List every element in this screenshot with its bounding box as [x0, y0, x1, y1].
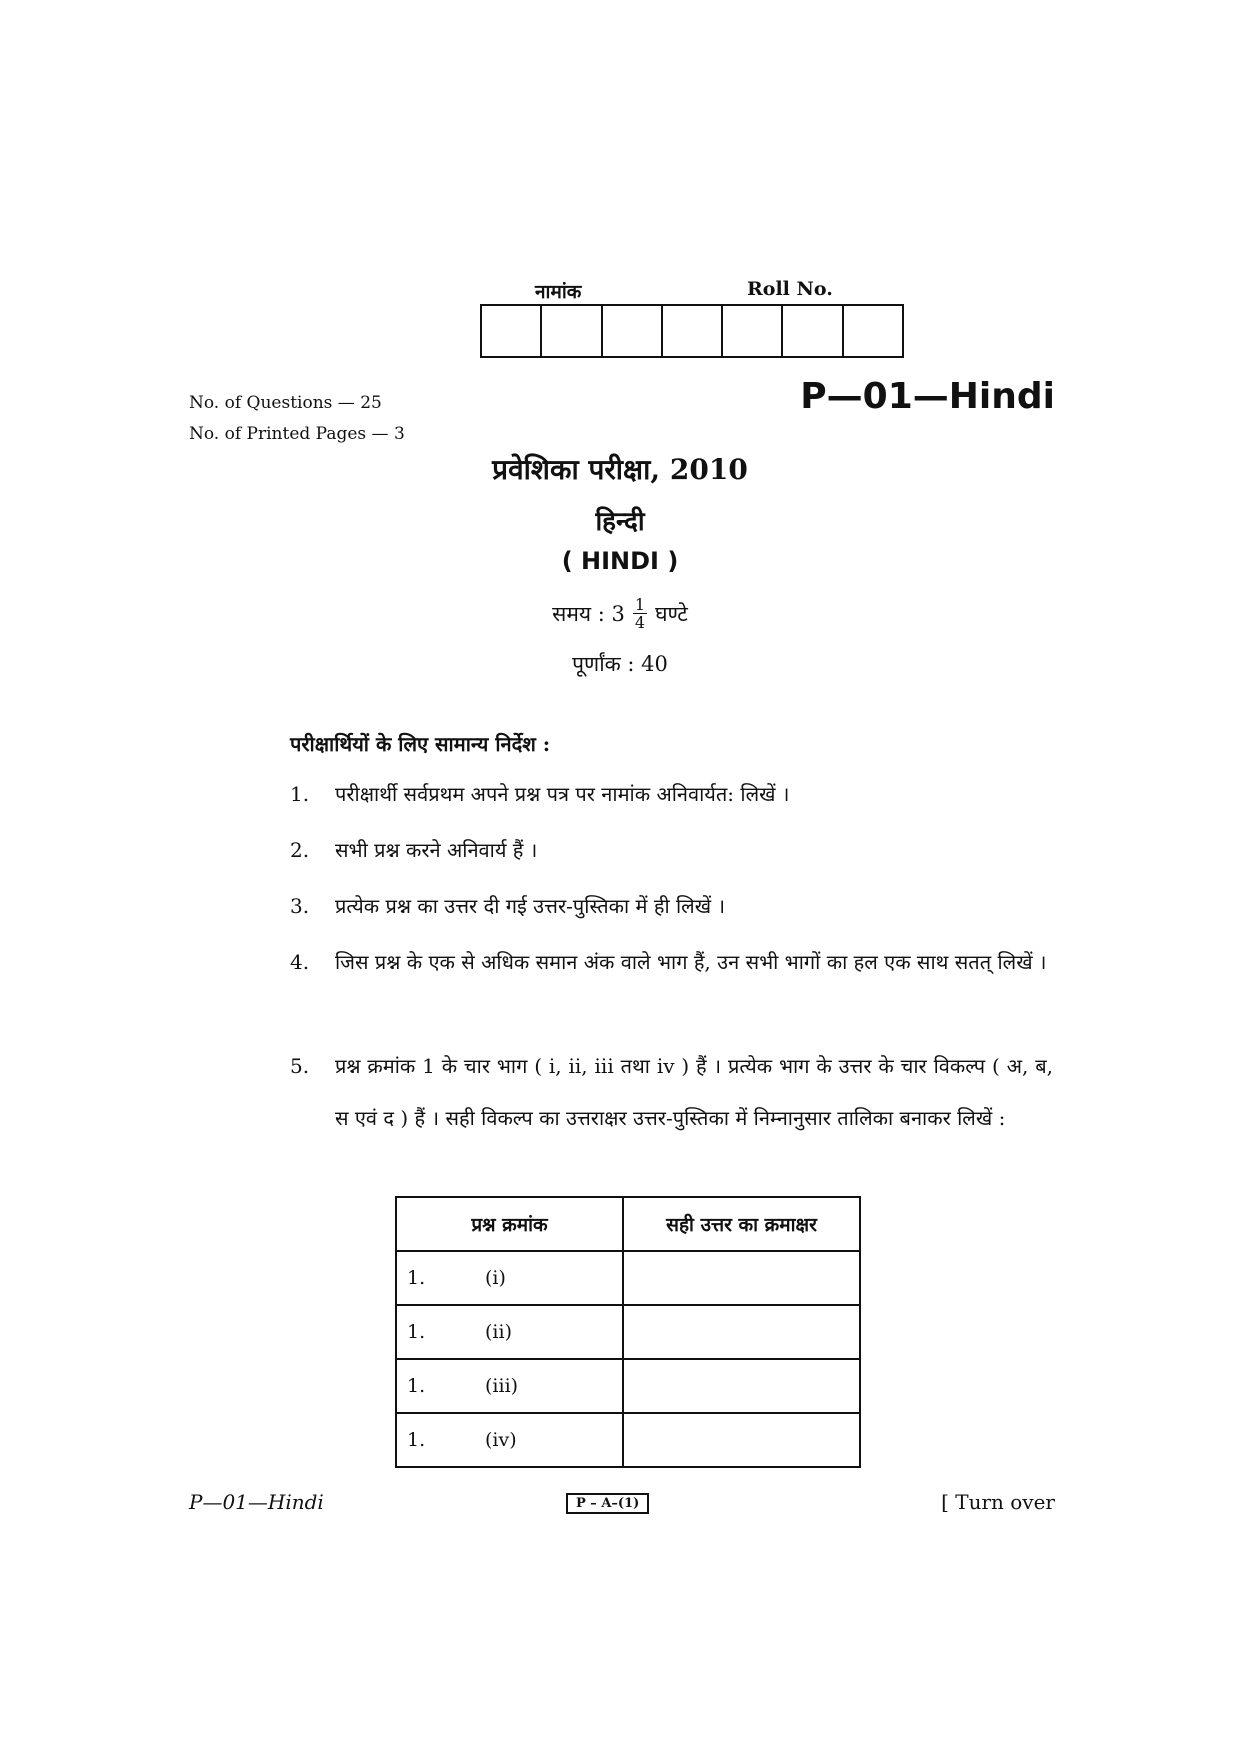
instruction-number: 4.: [290, 950, 310, 974]
question-part: (iii): [485, 1375, 519, 1397]
instruction-text: सभी प्रश्न करने अनिवार्य हैं ।: [335, 838, 538, 862]
subject-english: ( HINDI ): [561, 547, 679, 575]
table-row: [396, 1413, 860, 1467]
instruction-text: प्रश्न क्रमांक 1 के चार भाग ( i, ii, iii तथा iv ) हैं । प्रत्येक भाग के उत्तर के चार विकल्प ( अ, ब, स एवं द ) हैं । सही विकल्प का उत्तराक्षर उत्तर-पुस्तिका में निम्नानुसार तालिका बनाकर लिखें :: [335, 1054, 1053, 1130]
answer-cell[interactable]: [623, 1251, 860, 1305]
instruction-text: परीक्षार्थी सर्वप्रथम अपने प्रश्न पत्र पर नामांक अनिवार्यत: लिखें ।: [335, 782, 790, 806]
footer-page-marker: P – A–(1): [566, 1493, 649, 1514]
footer-turn-over: [ Turn over: [941, 1490, 1055, 1514]
question-number: 1.: [407, 1375, 426, 1397]
roll-cell[interactable]: [482, 306, 542, 356]
roll-cell[interactable]: [663, 306, 723, 356]
roll-cell[interactable]: [844, 306, 902, 356]
table-header-question: प्रश्न क्रमांक: [396, 1197, 623, 1251]
question-count: No. of Questions — 25: [189, 393, 382, 413]
instruction-number: 5.: [290, 1054, 310, 1078]
roll-cell[interactable]: [783, 306, 843, 356]
exam-duration: [0, 596, 1240, 631]
question-number: 1.: [407, 1267, 426, 1289]
instructions-heading: परीक्षार्थियों के लिए सामान्य निर्देश :: [290, 732, 551, 756]
time-fraction: [633, 596, 647, 631]
paper-code: P—01—Hindi: [800, 376, 1055, 417]
answer-cell[interactable]: [623, 1413, 860, 1467]
table-header-answer: सही उत्तर का क्रमाक्षर: [623, 1197, 860, 1251]
table-row: [396, 1251, 860, 1305]
table-row: [396, 1359, 860, 1413]
roll-number-boxes: [480, 304, 904, 358]
roll-cell[interactable]: [603, 306, 663, 356]
max-marks: पूर्णांक : 40: [572, 652, 668, 676]
answer-cell[interactable]: [623, 1305, 860, 1359]
footer-paper-code: P—01—Hindi: [189, 1490, 324, 1514]
page-count: No. of Printed Pages — 3: [189, 424, 405, 444]
subject-hindi: हिन्दी: [595, 507, 645, 537]
question-number: 1.: [407, 1429, 426, 1451]
time-suffix: घण्टे: [655, 601, 688, 626]
answer-cell[interactable]: [623, 1359, 860, 1413]
question-part: (ii): [485, 1321, 512, 1343]
time-numerator: 1: [634, 595, 646, 614]
time-prefix: समय : 3: [552, 601, 625, 626]
instruction-number: 3.: [290, 894, 310, 918]
instruction-number: 2.: [290, 838, 310, 862]
question-number: 1.: [407, 1321, 426, 1343]
question-part: (i): [485, 1267, 506, 1289]
roll-cell[interactable]: [723, 306, 783, 356]
question-part: (iv): [485, 1429, 517, 1451]
roll-cell[interactable]: [542, 306, 602, 356]
instruction-text: प्रत्येक प्रश्न का उत्तर दी गई उत्तर-पुस्तिका में ही लिखें ।: [335, 894, 726, 918]
time-denominator: 4: [634, 613, 646, 632]
answer-format-table: [395, 1196, 861, 1468]
instruction-number: 1.: [290, 782, 310, 806]
roll-label-english: Roll No.: [747, 278, 833, 300]
table-row: [396, 1305, 860, 1359]
exam-title: प्रवेशिका परीक्षा, 2010: [492, 453, 748, 486]
roll-label-hindi: नामांक: [535, 281, 582, 303]
instruction-text: जिस प्रश्न के एक से अधिक समान अंक वाले भाग हैं, उन सभी भागों का हल एक साथ सतत् लिखें ।: [335, 950, 1047, 974]
